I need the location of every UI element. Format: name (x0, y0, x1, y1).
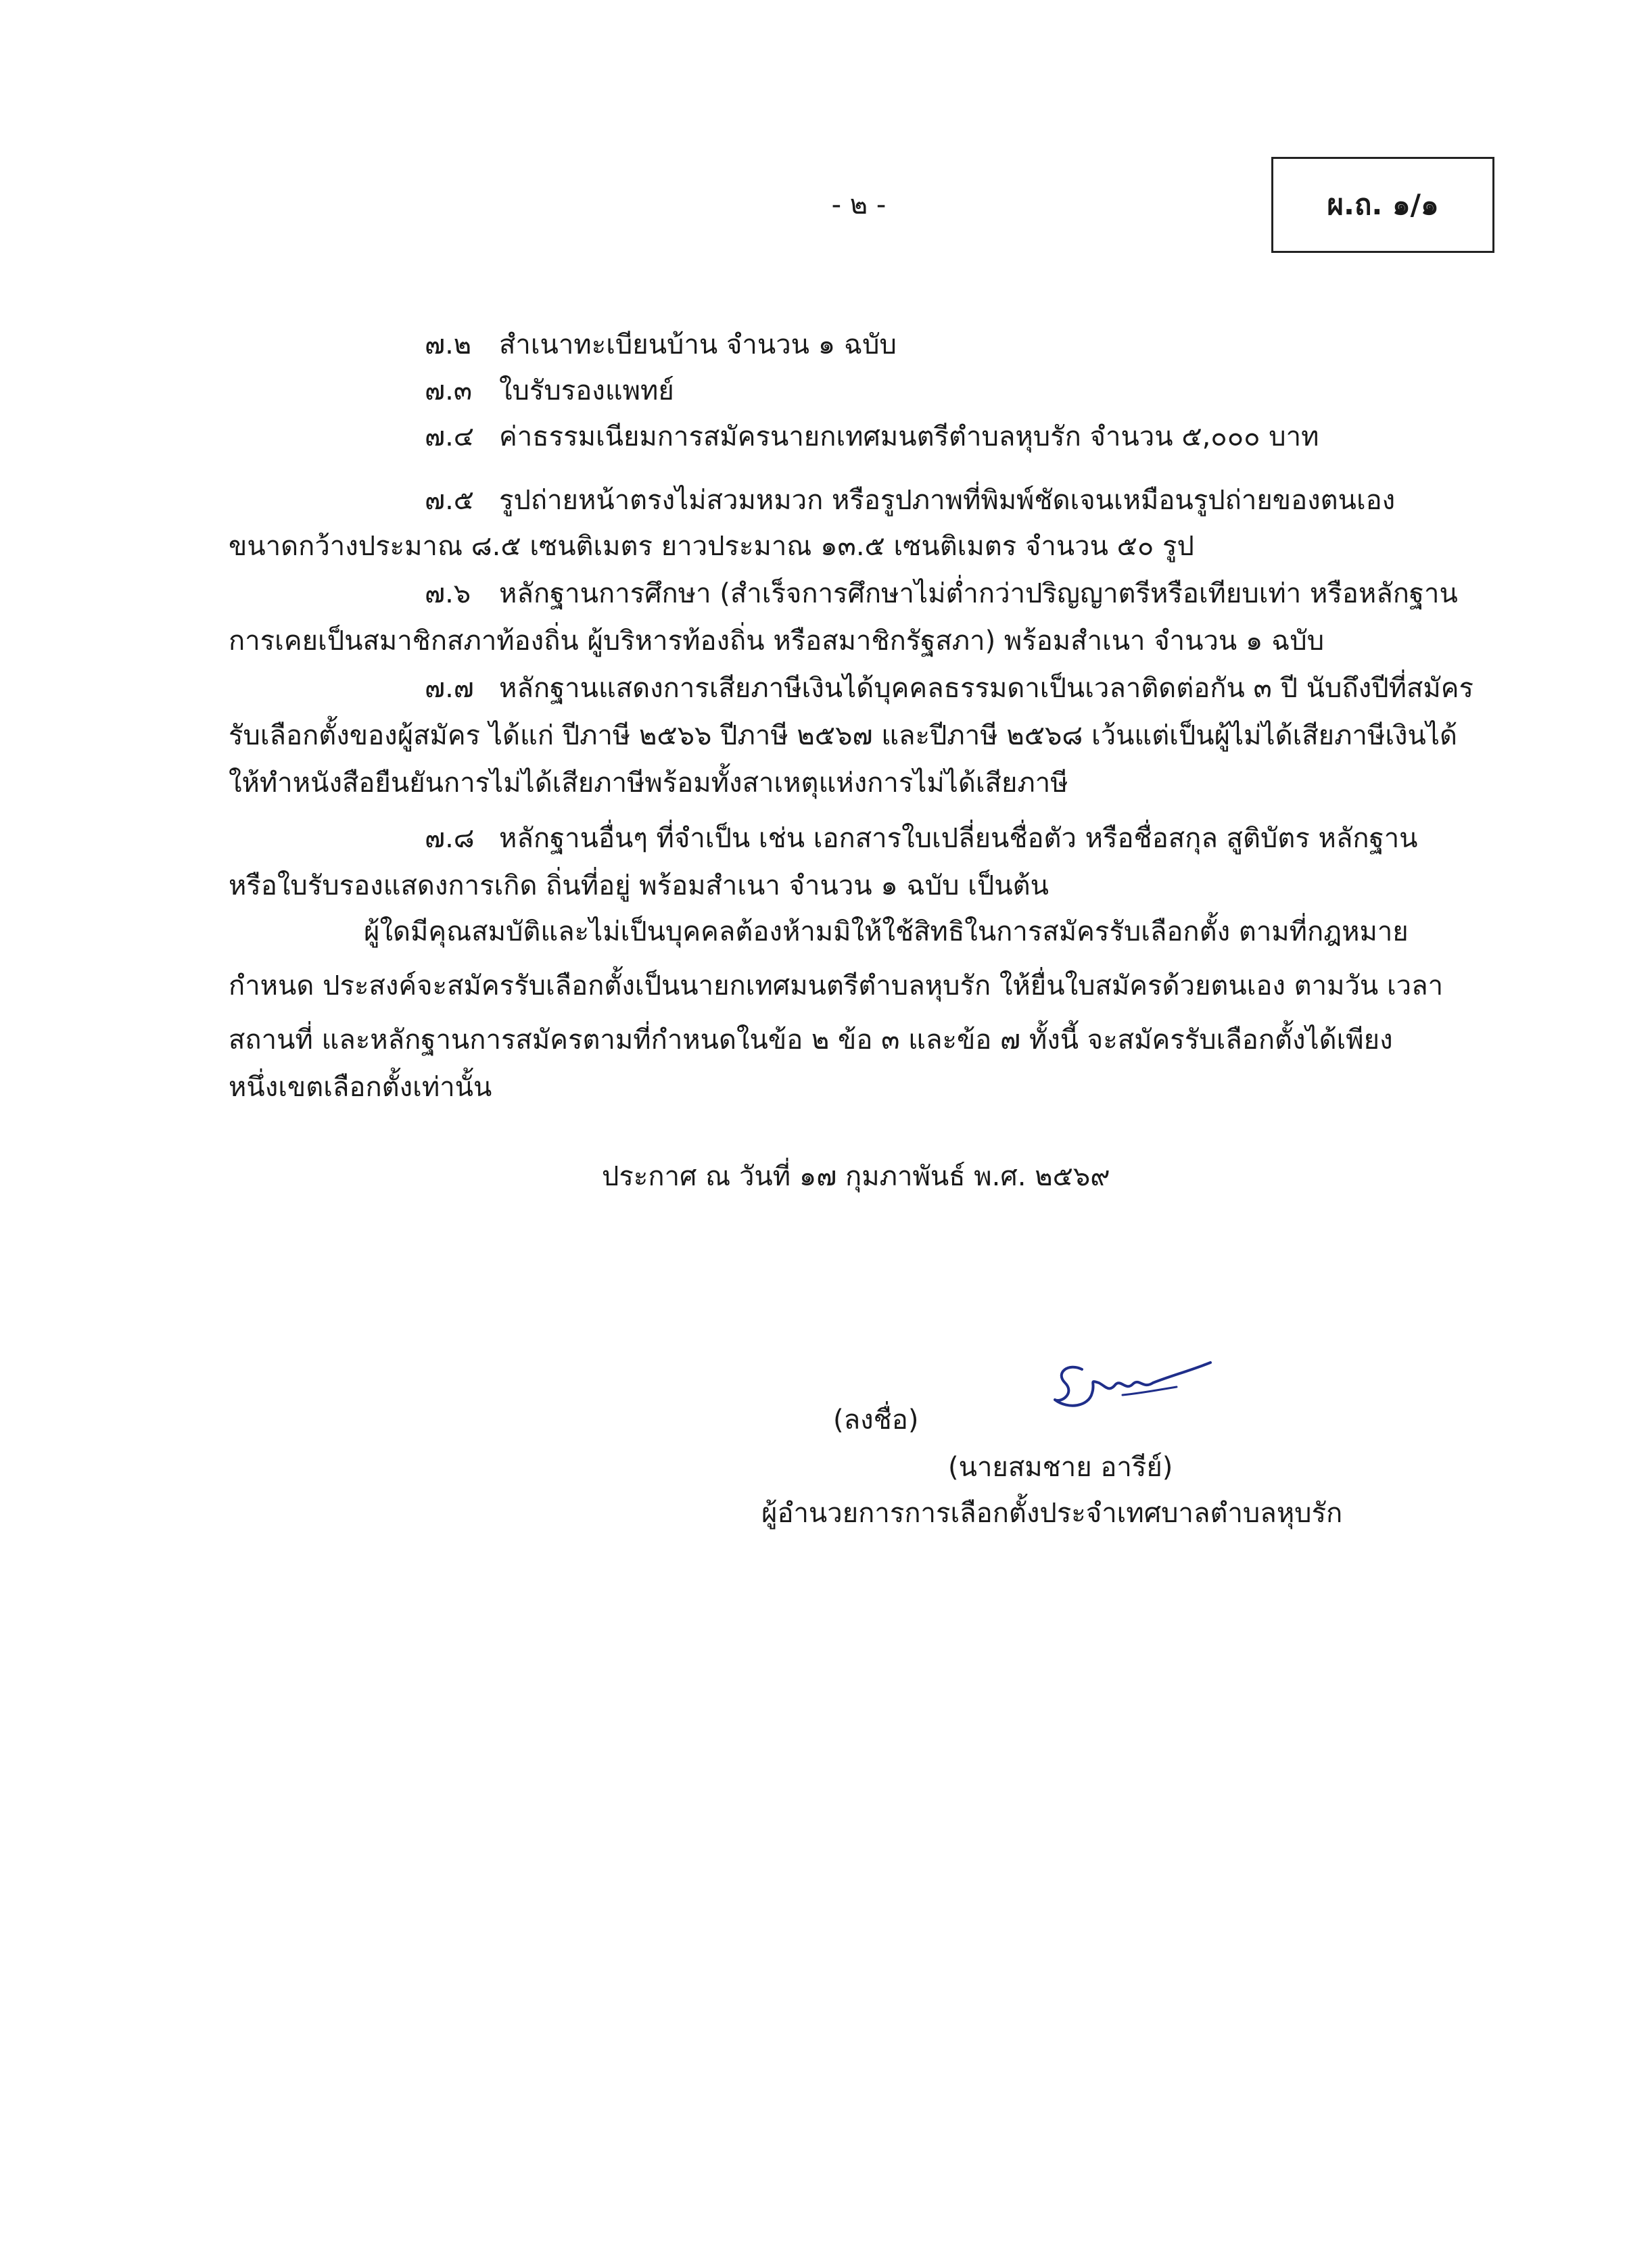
item-number: ๗.๕ (425, 485, 475, 516)
signer-name: (นายสมชาย อารีย์) (948, 1452, 1173, 1483)
list-item (425, 326, 897, 364)
item-number: ๗.๘ (425, 823, 475, 854)
item-continuation: การเคยเป็นสมาชิกสภาท้องถิ่น ผู้บริหารท้องถิ่น หรือสมาชิกรัฐสภา) พร้อมสำเนา จำนวน ๑ ฉบับ (229, 625, 1325, 657)
list-item (425, 820, 1418, 857)
list-item (425, 481, 1395, 519)
item-text: ค่าธรรมเนียมการสมัครนายกเทศมนตรีตำบลหุบรัก จำนวน ๕,๐๐๐ บาท (499, 421, 1319, 452)
item-continuation: หรือใบรับรองแสดงการเกิด ถิ่นที่อยู่ พร้อมสำเนา จำนวน ๑ ฉบับ เป็นต้น (229, 870, 1049, 901)
sign-label: (ลงชื่อ) (833, 1404, 919, 1436)
item-text: หลักฐานอื่นๆ ที่จำเป็น เช่น เอกสารใบเปลี่ยนชื่อตัว หรือชื่อสกุล สูติบัตร หลักฐาน (499, 823, 1418, 854)
paragraph-line: ผู้ใดมีคุณสมบัติและไม่เป็นบุคคลต้องห้ามมิให้ใช้สิทธิในการสมัครรับเลือกตั้ง ตามที่กฎหมาย (364, 916, 1409, 947)
list-item (425, 418, 1319, 456)
page-number: - ๒ - (831, 189, 887, 220)
item-text: หลักฐานแสดงการเสียภาษีเงินได้บุคคลธรรมดาเป็นเวลาติดต่อกัน ๓ ปี นับถึงปีที่สมัคร (499, 673, 1473, 704)
item-text: หลักฐานการศึกษา (สำเร็จการศึกษาไม่ต่ำกว่าปริญญาตรีหรือเทียบเท่า หรือหลักฐาน (499, 578, 1458, 609)
paragraph-line: สถานที่ และหลักฐานการสมัครตามที่กำหนดในข้อ ๒ ข้อ ๓ และข้อ ๗ ทั้งนี้ จะสมัครรับเลือกตั้งได้เพียง (229, 1024, 1393, 1056)
list-item (425, 575, 1458, 613)
item-number: ๗.๔ (425, 421, 475, 452)
item-number: ๗.๒ (425, 329, 472, 360)
paragraph-line: กำหนด ประสงค์จะสมัครรับเลือกตั้งเป็นนายกเทศมนตรีตำบลหุบรัก ให้ยื่นใบสมัครด้วยตนเอง ตามวัน เวลา (229, 970, 1444, 1001)
list-item (425, 669, 1473, 707)
item-continuation: ขนาดกว้างประมาณ ๘.๕ เซนติเมตร ยาวประมาณ ๑๓.๕ เซนติเมตร จำนวน ๕๐ รูป (229, 531, 1194, 562)
item-text: รูปถ่ายหน้าตรงไม่สวมหมวก หรือรูปภาพที่พิมพ์ชัดเจนเหมือนรูปถ่ายของตนเอง (499, 485, 1396, 516)
item-text: ใบรับรองแพทย์ (499, 375, 674, 406)
item-number: ๗.๗ (425, 673, 474, 704)
form-code-box: ผ.ถ. ๑/๑ (1271, 157, 1494, 253)
item-number: ๗.๖ (425, 578, 471, 609)
announce-date: ประกาศ ณ วันที่ ๑๗ กุมภาพันธ์ พ.ศ. ๒๕๖๙ (602, 1161, 1110, 1192)
list-item (425, 372, 674, 410)
signer-position: ผู้อำนวยการการเลือกตั้งประจำเทศบาลตำบลหุบรัก (761, 1498, 1343, 1529)
item-number: ๗.๓ (425, 375, 473, 406)
item-continuation: รับเลือกตั้งของผู้สมัคร ได้แก่ ปีภาษี ๒๕๖๖ ปีภาษี ๒๕๖๗ และปีภาษี ๒๕๖๘ เว้นแต่เป็นผู้ไม่ได้เสียภาษีเงินได้ (229, 720, 1457, 751)
handwritten-signature (1041, 1342, 1217, 1444)
paragraph-line: หนึ่งเขตเลือกตั้งเท่านั้น (229, 1072, 492, 1103)
item-continuation: ให้ทำหนังสือยืนยันการไม่ได้เสียภาษีพร้อมทั้งสาเหตุแห่งการไม่ได้เสียภาษี (229, 767, 1068, 799)
item-text: สำเนาทะเบียนบ้าน จำนวน ๑ ฉบับ (499, 329, 897, 360)
